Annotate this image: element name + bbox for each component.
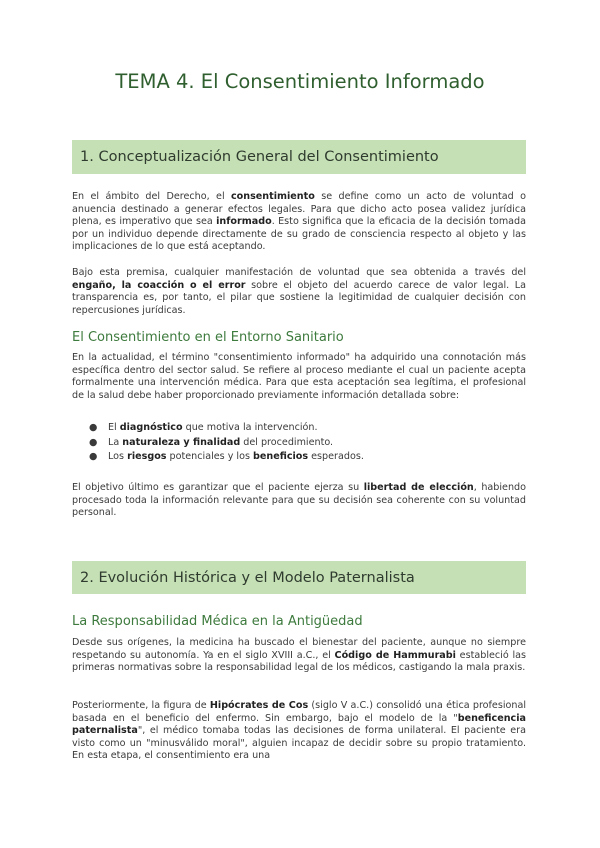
bold-term: Hipócrates de Cos [209, 700, 309, 711]
list-item-text: Los riesgos potenciales y los beneficios esperados. [108, 451, 364, 463]
bullet-marker: ● [89, 436, 98, 448]
bold-term: consentimiento [230, 191, 315, 202]
bold-term: Código de Hammurabi [334, 649, 456, 661]
section-1-paragraph-1: En el ámbito del Derecho, el consentimiento se define como un acto de voluntad o anuencia destinado a generar efectos legales. Para que dicho acto posea validez jurídica plena, es imperativo que sea informado. Esto significa que la eficacia de la decisión tomada por un individuo depende directamente de su grado de consciencia respecto al objeto y las implicaciones de lo que está aceptando. [72, 191, 527, 253]
bold-term: beneficios [253, 451, 309, 463]
bold-term: riesgos [127, 451, 167, 463]
list-item-text: El diagnóstico que motiva la intervención. [108, 422, 318, 433]
section-1-paragraph-2: Bajo esta premisa, cualquier manifestación de voluntad que sea obtenida a través del engaño, la coacción o el error sobre el objeto del acuerdo carece de valor legal. La transparencia es, por tanto, el pilar que sostiene la legitimidad de cualquier decisión con repercusiones jurídicas. [72, 267, 526, 316]
bullet-marker: ● [89, 451, 98, 463]
bold-term: diagnóstico [119, 422, 183, 433]
list-item [72, 421, 526, 436]
list-item [72, 450, 526, 465]
bold-term: beneficencia paternalista [72, 712, 526, 737]
list-item [72, 436, 526, 451]
section-2-paragraph-2: Posteriormente, la figura de Hipócrates de Cos (siglo V a.C.) consolidó una ética profesional basada en el beneficio del enfermo. Sin embargo, bajo el modelo de la "beneficencia paternalista", el médico tomaba todas las decisiones de forma unilateral. El paciente era visto como un "minusválido moral", alguien incapaz de decidir sobre su propio tratamiento. En esta etapa, el consentimiento era una [72, 700, 526, 762]
bold-term: engaño, la coacción o el error [72, 279, 246, 291]
subsection-sanitario-closing: El objetivo último es garantizar que el paciente ejerza su libertad de elección, habiendo procesado toda la información relevante para que su decisión sea coherente con su voluntad personal. [72, 482, 526, 519]
bullet-marker: ● [89, 422, 98, 433]
information-bullet-list [72, 421, 526, 465]
bold-term: libertad de elección [363, 482, 474, 493]
bold-term: naturaleza y finalidad [122, 436, 241, 448]
section-2-heading: 2. Evolución Histórica y el Modelo Paternalista [72, 561, 526, 594]
section-2-paragraph-1: Desde sus orígenes, la medicina ha buscado el bienestar del paciente, aunque no siempre respetando su autonomía. Ya en el siglo XVIII a.C., el Código de Hammurabi estableció las primeras normativas sobre la responsabilidad legal de los médicos, castigando la mala praxis. [72, 637, 526, 674]
subsection-sanitario-intro: En la actualidad, el término "consentimiento informado" ha adquirido una connotación más específica dentro del sector salud. Se refiere al proceso mediante el cual un paciente acepta formalmente una intervención médica. Para que esta aceptación sea legítima, el profesional de la salud debe haber proporcionado previamente información detallada sobre: [72, 352, 526, 401]
bold-term: informado [216, 216, 272, 228]
list-item-text: La naturaleza y finalidad del procedimiento. [108, 436, 334, 448]
subsection-sanitario-heading: El Consentimiento en el Entorno Sanitario [72, 330, 344, 345]
document-title: TEMA 4. El Consentimiento Informado [115, 70, 485, 93]
section-1-heading: 1. Conceptualización General del Consentimiento [72, 140, 526, 174]
subsection-antiguedad-heading: La Responsabilidad Médica en la Antigüedad [72, 614, 363, 629]
